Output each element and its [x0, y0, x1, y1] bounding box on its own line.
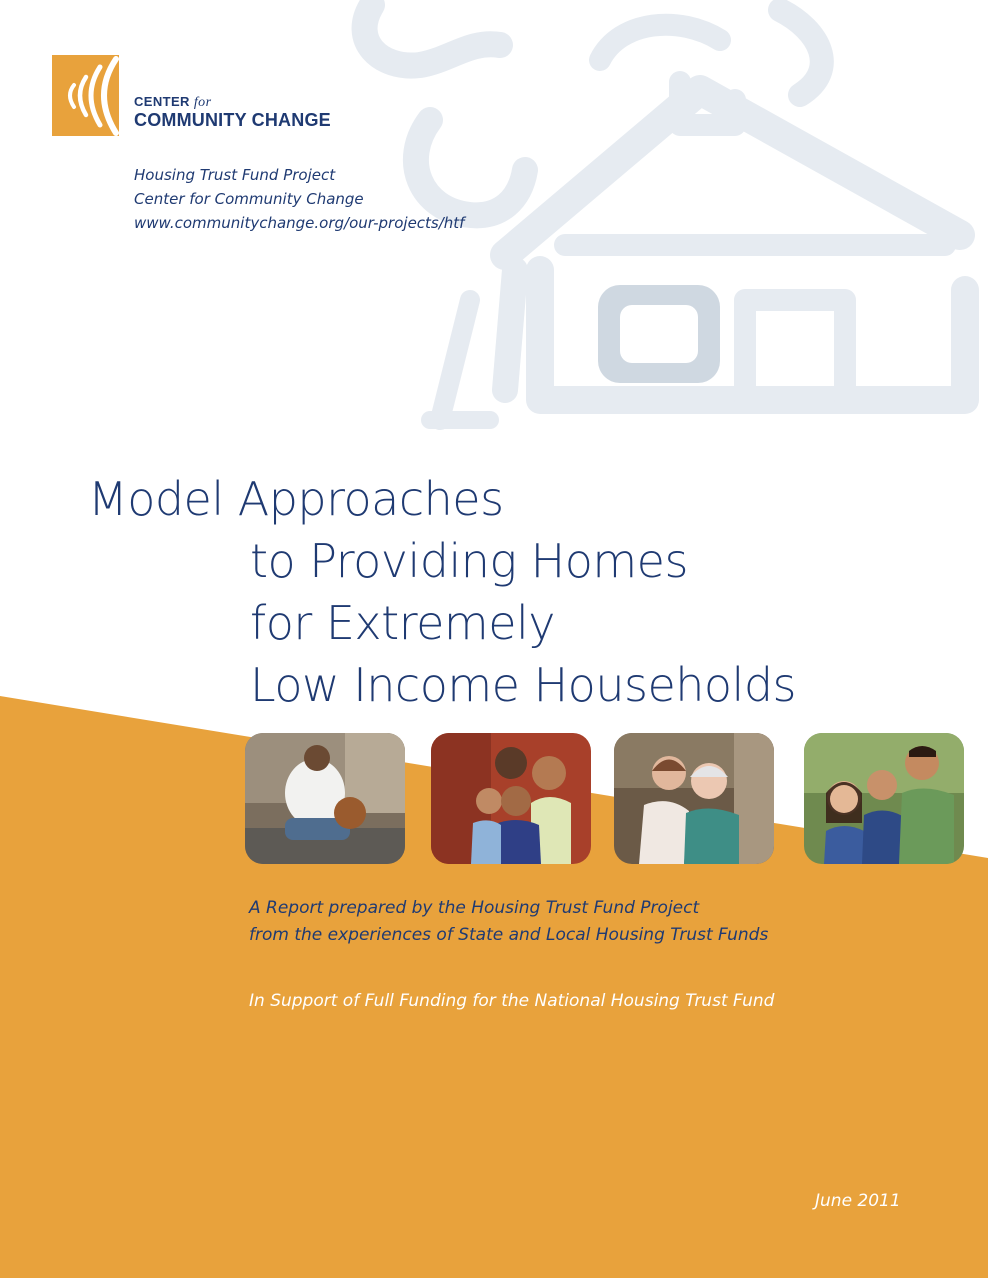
support-statement: In Support of Full Funding for the National Housing Trust Fund: [249, 991, 775, 1011]
org-info: [134, 163, 464, 235]
title-line-2: to Providing Homes: [250, 534, 688, 588]
logo-line1: [134, 94, 331, 110]
title-line-3: for Extremely: [250, 596, 556, 650]
logo-center: CENTER: [134, 94, 190, 109]
photo-women-elderly: [614, 733, 774, 864]
photo-family-with-baby: [431, 733, 591, 864]
photo-teen-with-basketball: [245, 733, 405, 864]
house-window-pane: [620, 305, 698, 363]
title-line-1: Model Approaches: [88, 472, 504, 526]
report-description: [249, 895, 768, 949]
publication-date: June 2011: [815, 1191, 901, 1211]
logo-line2: COMMUNITY CHANGE: [134, 110, 331, 130]
parenthesis-wave-icon: [52, 55, 119, 136]
photo-young-family: [804, 733, 964, 864]
report-description-line-2: from the experiences of State and Local Housing Trust Funds: [249, 925, 769, 945]
org-url: www.communitychange.org/our-projects/htf: [134, 214, 465, 232]
logo-for: for: [193, 95, 212, 110]
org-project: Housing Trust Fund Project: [134, 166, 336, 184]
report-description-line-1: A Report prepared by the Housing Trust Fund Project: [249, 898, 700, 918]
title-line-4: Low Income Households: [250, 658, 796, 712]
org-name: Center for Community Change: [134, 190, 364, 208]
logo-wordmark: [134, 94, 331, 130]
